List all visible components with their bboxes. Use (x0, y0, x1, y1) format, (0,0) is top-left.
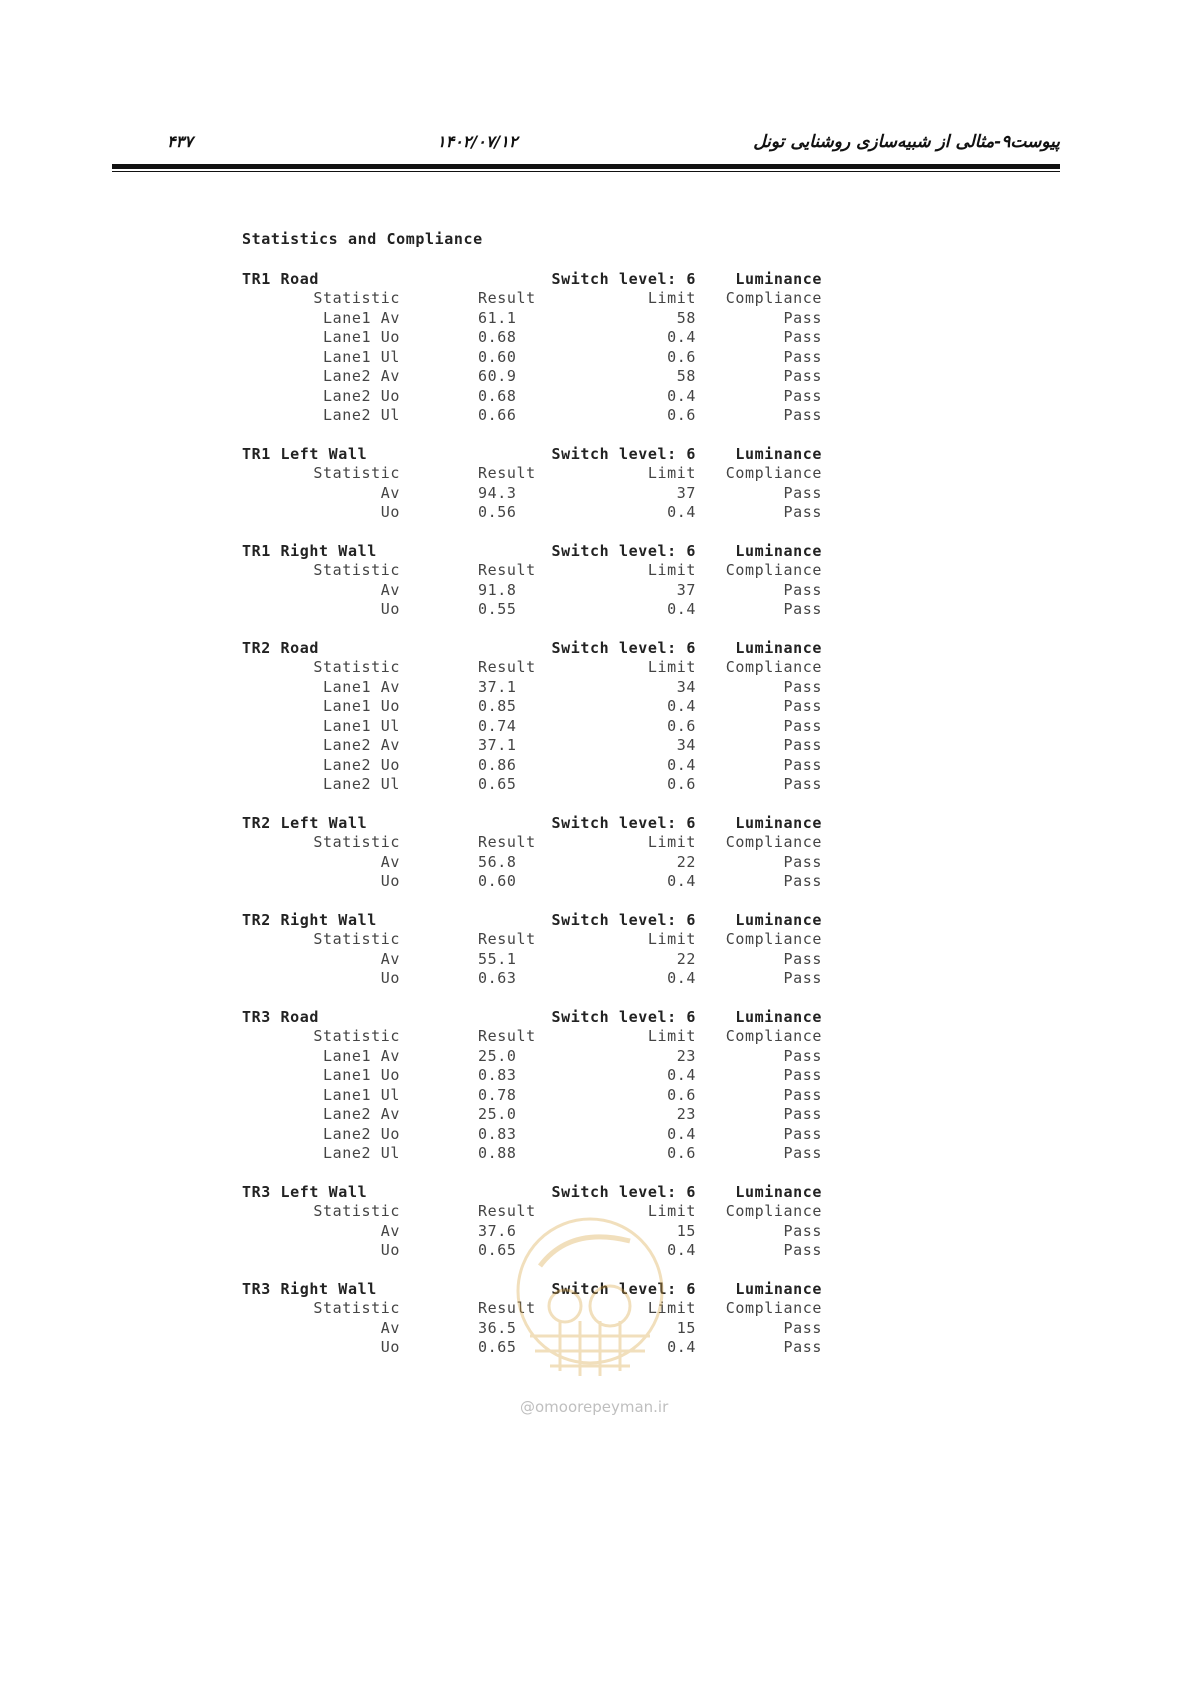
table-row (242, 503, 902, 523)
result-label: Result (478, 658, 536, 676)
compliance-label: Compliance (725, 464, 822, 482)
table-row (242, 775, 902, 795)
result-cell: 37.1 (478, 736, 517, 754)
compliance-cell: Pass (783, 503, 822, 521)
limit-cell: 37 (676, 483, 696, 502)
limit-cell: 22 (676, 949, 696, 968)
statistic-cell: Lane1 Av (322, 1046, 400, 1065)
switch-level: Switch level: 6 (551, 638, 696, 657)
limit-label: Limit (647, 833, 696, 851)
table-row (242, 756, 902, 776)
statistic-label: Statistic (313, 833, 400, 851)
table-row (242, 736, 902, 756)
compliance-cell: Pass (783, 1124, 822, 1143)
statistic-cell: Av (380, 949, 400, 968)
statistic-cell: Lane2 Av (322, 367, 400, 385)
table-row (242, 1066, 902, 1086)
table-row (242, 950, 902, 970)
statistic-cell: Uo (380, 872, 400, 890)
section-header (242, 270, 902, 290)
result-cell: 0.55 (478, 600, 517, 618)
compliance-cell: Pass (783, 1318, 822, 1337)
result-cell: 37.1 (478, 677, 517, 696)
column-labels-row (242, 1202, 902, 1222)
result-cell: 0.56 (478, 503, 517, 521)
header-rule-thick (112, 164, 1060, 169)
table-row (242, 1338, 902, 1358)
section-name: TR2 Road (242, 638, 320, 657)
section-name: TR2 Left Wall (242, 813, 368, 832)
compliance-cell: Pass (783, 347, 822, 366)
table-row (242, 387, 902, 407)
section-name: TR1 Road (242, 269, 320, 288)
compliance-label: Compliance (725, 1027, 822, 1045)
limit-label: Limit (647, 1027, 696, 1045)
watermark-url: @omoorepeyman.ir (520, 1398, 669, 1416)
switch-level: Switch level: 6 (551, 269, 696, 288)
compliance-label: Compliance (725, 658, 822, 676)
measurement-type: Luminance (735, 638, 822, 657)
section-name: TR1 Right Wall (242, 541, 377, 560)
section-block (242, 542, 902, 620)
measurement-type: Luminance (735, 1279, 822, 1298)
result-label: Result (478, 464, 536, 482)
statistic-cell: Uo (380, 600, 400, 618)
limit-cell: 0.4 (667, 755, 696, 774)
section-name: TR3 Left Wall (242, 1182, 368, 1201)
table-row (242, 678, 902, 698)
limit-label: Limit (647, 464, 696, 482)
statistic-cell: Av (380, 852, 400, 871)
result-cell: 56.8 (478, 852, 517, 871)
table-row (242, 1319, 902, 1339)
column-labels-row (242, 658, 902, 678)
result-cell: 0.60 (478, 347, 517, 366)
result-cell: 0.88 (478, 1144, 517, 1162)
compliance-cell: Pass (783, 406, 822, 424)
result-cell: 0.78 (478, 1085, 517, 1104)
compliance-label: Compliance (725, 1299, 822, 1317)
page-number: ۴۳۷ (167, 132, 193, 151)
header-date: ۱۴۰۲/۰۷/۱۲ (437, 132, 518, 151)
statistic-cell: Uo (380, 1241, 400, 1259)
section-block (242, 1280, 902, 1358)
limit-cell: 0.6 (667, 406, 696, 424)
compliance-cell: Pass (783, 969, 822, 987)
column-labels-row (242, 930, 902, 950)
compliance-cell: Pass (783, 677, 822, 696)
statistic-cell: Lane1 Uo (322, 697, 400, 715)
result-cell: 0.66 (478, 406, 517, 424)
result-cell: 0.65 (478, 775, 517, 793)
report-title: Statistics and Compliance (242, 230, 483, 248)
table-row (242, 328, 902, 348)
column-labels-row (242, 833, 902, 853)
result-cell: 0.68 (478, 328, 517, 346)
compliance-cell: Pass (783, 367, 822, 385)
limit-cell: 0.4 (667, 503, 696, 521)
result-cell: 0.65 (478, 1338, 517, 1356)
limit-cell: 23 (676, 1046, 696, 1065)
switch-level: Switch level: 6 (551, 813, 696, 832)
statistic-label: Statistic (313, 1202, 400, 1220)
table-row (242, 872, 902, 892)
result-cell: 0.83 (478, 1066, 517, 1084)
limit-cell: 15 (676, 1221, 696, 1240)
result-cell: 0.65 (478, 1241, 517, 1259)
statistic-cell: Uo (380, 503, 400, 521)
limit-cell: 34 (676, 677, 696, 696)
compliance-cell: Pass (783, 1066, 822, 1084)
limit-cell: 34 (676, 736, 696, 754)
column-labels-row (242, 1299, 902, 1319)
compliance-cell: Pass (783, 872, 822, 890)
compliance-cell: Pass (783, 1144, 822, 1162)
measurement-type: Luminance (735, 1182, 822, 1201)
result-label: Result (478, 930, 536, 948)
result-cell: 91.8 (478, 580, 517, 599)
measurement-type: Luminance (735, 813, 822, 832)
statistic-label: Statistic (313, 464, 400, 482)
result-label: Result (478, 289, 536, 307)
table-row (242, 367, 902, 387)
statistic-cell: Lane2 Uo (322, 386, 400, 405)
result-cell: 0.83 (478, 1124, 517, 1143)
limit-cell: 0.6 (667, 775, 696, 793)
section-header (242, 1183, 902, 1203)
compliance-cell: Pass (783, 580, 822, 599)
table-row (242, 1222, 902, 1242)
compliance-label: Compliance (725, 833, 822, 851)
compliance-cell: Pass (783, 386, 822, 405)
limit-label: Limit (647, 1202, 696, 1220)
statistic-cell: Lane1 Uo (322, 1066, 400, 1084)
limit-cell: 58 (676, 308, 696, 327)
statistic-cell: Av (380, 580, 400, 599)
result-cell: 0.74 (478, 716, 517, 735)
result-cell: 61.1 (478, 308, 517, 327)
compliance-label: Compliance (725, 289, 822, 307)
limit-cell: 0.4 (667, 872, 696, 890)
statistic-cell: Lane2 Av (322, 736, 400, 754)
measurement-type: Luminance (735, 910, 822, 929)
section-header (242, 639, 902, 659)
limit-label: Limit (647, 289, 696, 307)
limit-cell: 0.6 (667, 1144, 696, 1162)
limit-cell: 23 (676, 1105, 696, 1123)
statistic-label: Statistic (313, 658, 400, 676)
table-row (242, 1105, 902, 1125)
section-header (242, 911, 902, 931)
table-row (242, 348, 902, 368)
statistic-cell: Lane2 Av (322, 1105, 400, 1123)
limit-cell: 0.4 (667, 1338, 696, 1356)
statistic-cell: Lane2 Ul (322, 406, 400, 424)
switch-level: Switch level: 6 (551, 541, 696, 560)
section-block (242, 270, 902, 426)
compliance-label: Compliance (725, 1202, 822, 1220)
statistic-cell: Lane2 Ul (322, 1144, 400, 1162)
statistic-cell: Lane1 Ul (322, 347, 400, 366)
table-row (242, 969, 902, 989)
statistic-cell: Lane2 Uo (322, 1124, 400, 1143)
compliance-cell: Pass (783, 308, 822, 327)
result-label: Result (478, 833, 536, 851)
measurement-type: Luminance (735, 269, 822, 288)
statistic-cell: Lane2 Uo (322, 755, 400, 774)
result-cell: 94.3 (478, 483, 517, 502)
table-row (242, 1047, 902, 1067)
table-row (242, 484, 902, 504)
result-cell: 0.85 (478, 697, 517, 715)
result-label: Result (478, 1027, 536, 1045)
limit-label: Limit (647, 930, 696, 948)
table-row (242, 853, 902, 873)
result-label: Result (478, 1299, 536, 1317)
header-rule-thin (112, 171, 1060, 172)
limit-label: Limit (647, 1299, 696, 1317)
statistic-label: Statistic (313, 289, 400, 307)
limit-label: Limit (647, 561, 696, 579)
compliance-cell: Pass (783, 949, 822, 968)
compliance-cell: Pass (783, 716, 822, 735)
section-header (242, 1008, 902, 1028)
result-cell: 25.0 (478, 1105, 517, 1123)
section-header (242, 1280, 902, 1300)
result-cell: 0.68 (478, 386, 517, 405)
measurement-type: Luminance (735, 1007, 822, 1026)
result-cell: 0.63 (478, 969, 517, 987)
section-name: TR1 Left Wall (242, 444, 368, 463)
compliance-cell: Pass (783, 1046, 822, 1065)
statistic-cell: Uo (380, 969, 400, 987)
column-labels-row (242, 561, 902, 581)
table-row (242, 1144, 902, 1164)
limit-cell: 0.4 (667, 697, 696, 715)
compliance-cell: Pass (783, 483, 822, 502)
limit-cell: 15 (676, 1318, 696, 1337)
section-block (242, 1008, 902, 1164)
limit-cell: 0.4 (667, 328, 696, 346)
measurement-type: Luminance (735, 541, 822, 560)
result-label: Result (478, 561, 536, 579)
table-row (242, 697, 902, 717)
limit-cell: 0.6 (667, 716, 696, 735)
switch-level: Switch level: 6 (551, 910, 696, 929)
section-block (242, 445, 902, 523)
switch-level: Switch level: 6 (551, 1007, 696, 1026)
result-cell: 25.0 (478, 1046, 517, 1065)
table-row (242, 581, 902, 601)
statistic-label: Statistic (313, 561, 400, 579)
section-name: TR3 Road (242, 1007, 320, 1026)
compliance-cell: Pass (783, 1241, 822, 1259)
column-labels-row (242, 464, 902, 484)
section-block (242, 639, 902, 795)
statistic-cell: Av (380, 1318, 400, 1337)
switch-level: Switch level: 6 (551, 444, 696, 463)
section-header (242, 445, 902, 465)
header-title: پیوست۹-مثالی از شبیه‌سازی روشنایی تونل (753, 132, 1060, 152)
limit-cell: 0.4 (667, 1124, 696, 1143)
compliance-cell: Pass (783, 852, 822, 871)
section-block (242, 911, 902, 989)
statistic-cell: Uo (380, 1338, 400, 1356)
section-block (242, 1183, 902, 1261)
table-row (242, 1086, 902, 1106)
statistic-cell: Lane1 Uo (322, 328, 400, 346)
table-row (242, 1241, 902, 1261)
column-labels-row (242, 289, 902, 309)
compliance-cell: Pass (783, 1085, 822, 1104)
limit-cell: 0.4 (667, 969, 696, 987)
statistic-cell: Av (380, 483, 400, 502)
statistic-label: Statistic (313, 930, 400, 948)
limit-cell: 0.4 (667, 1066, 696, 1084)
switch-level: Switch level: 6 (551, 1279, 696, 1298)
compliance-cell: Pass (783, 1105, 822, 1123)
table-row (242, 309, 902, 329)
limit-cell: 0.6 (667, 347, 696, 366)
statistic-label: Statistic (313, 1027, 400, 1045)
switch-level: Switch level: 6 (551, 1182, 696, 1201)
column-labels-row (242, 1027, 902, 1047)
statistic-label: Statistic (313, 1299, 400, 1317)
result-cell: 55.1 (478, 949, 517, 968)
table-row (242, 1125, 902, 1145)
result-label: Result (478, 1202, 536, 1220)
result-cell: 36.5 (478, 1318, 517, 1337)
limit-cell: 0.4 (667, 1241, 696, 1259)
statistic-cell: Lane1 Av (322, 677, 400, 696)
statistic-cell: Lane2 Ul (322, 775, 400, 793)
compliance-cell: Pass (783, 1221, 822, 1240)
section-block (242, 814, 902, 892)
compliance-cell: Pass (783, 1338, 822, 1356)
result-cell: 0.60 (478, 872, 517, 890)
compliance-cell: Pass (783, 697, 822, 715)
result-cell: 0.86 (478, 755, 517, 774)
limit-cell: 37 (676, 580, 696, 599)
compliance-cell: Pass (783, 600, 822, 618)
limit-label: Limit (647, 658, 696, 676)
result-cell: 60.9 (478, 367, 517, 385)
sections-container (242, 270, 902, 1358)
table-row (242, 600, 902, 620)
table-row (242, 717, 902, 737)
statistic-cell: Lane1 Ul (322, 1085, 400, 1104)
table-row (242, 406, 902, 426)
limit-cell: 0.4 (667, 386, 696, 405)
compliance-cell: Pass (783, 736, 822, 754)
limit-cell: 58 (676, 367, 696, 385)
compliance-cell: Pass (783, 328, 822, 346)
page-header (112, 126, 1060, 156)
result-cell: 37.6 (478, 1221, 517, 1240)
compliance-label: Compliance (725, 930, 822, 948)
section-header (242, 542, 902, 562)
statistic-cell: Av (380, 1221, 400, 1240)
limit-cell: 0.6 (667, 1085, 696, 1104)
compliance-cell: Pass (783, 755, 822, 774)
statistic-cell: Lane1 Ul (322, 716, 400, 735)
compliance-label: Compliance (725, 561, 822, 579)
section-name: TR3 Right Wall (242, 1279, 377, 1298)
limit-cell: 0.4 (667, 600, 696, 618)
measurement-type: Luminance (735, 444, 822, 463)
section-header (242, 814, 902, 834)
statistic-cell: Lane1 Av (322, 308, 400, 327)
compliance-cell: Pass (783, 775, 822, 793)
report-content (242, 230, 902, 1377)
limit-cell: 22 (676, 852, 696, 871)
section-name: TR2 Right Wall (242, 910, 377, 929)
